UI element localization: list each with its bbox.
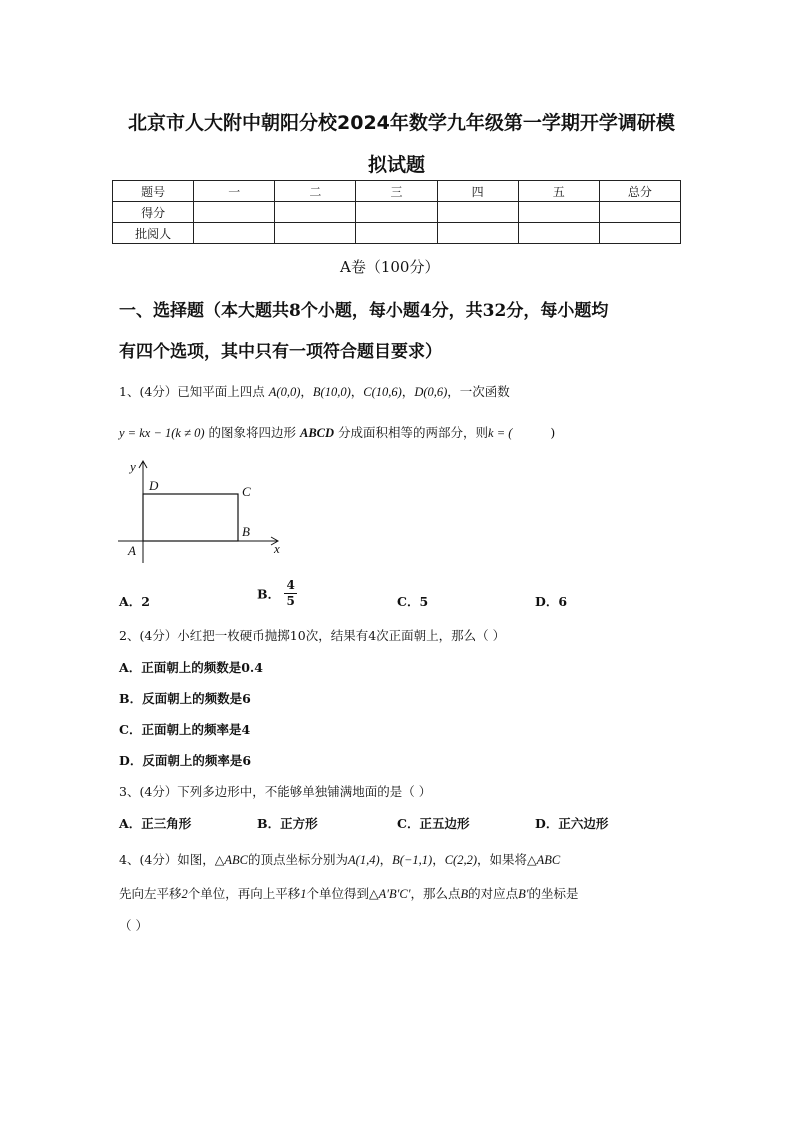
score-input-cell[interactable] xyxy=(194,202,275,223)
grader-input-cell[interactable] xyxy=(356,223,437,244)
grader-input-cell[interactable] xyxy=(437,223,518,244)
grader-input-cell[interactable] xyxy=(194,223,275,244)
q4-line2-c: 个单位得到 xyxy=(306,886,370,901)
q4-num-1: 1 xyxy=(300,887,307,901)
q1-paren-close: ) xyxy=(550,425,556,440)
table-cell: 一 xyxy=(194,181,275,202)
question-4-line2 xyxy=(119,884,579,902)
q1-point-c: C(10,6) xyxy=(363,385,402,399)
question-1-line2 xyxy=(119,423,555,441)
fraction-four-fifths xyxy=(284,578,296,609)
q4-point-b: B(−1,1) xyxy=(392,853,433,867)
question-2-stem: 2、(4分）小红把一枚硬币抛掷10次，结果有4次正面朝上，那么（ ） xyxy=(119,628,506,643)
question-4-line3: （ ） xyxy=(119,918,148,933)
q4-triangle-3: △A′B′C′ xyxy=(369,887,411,901)
table-row xyxy=(113,223,681,244)
table-row xyxy=(113,181,681,202)
table-cell: 三 xyxy=(356,181,437,202)
label-b: B xyxy=(242,524,250,539)
q4-line2-b: 个单位，再向上平移 xyxy=(187,886,301,901)
label-y: y xyxy=(130,459,136,474)
page-title-line2: 拟试题 xyxy=(368,154,426,176)
q4-point-c: C(2,2) xyxy=(444,853,477,867)
question-1-line1: 1、(4分）已知平面上四点 A(0,0)，B(10,0)，C(10,6)，D(0,6)，一次函数 xyxy=(119,384,510,399)
score-input-cell[interactable] xyxy=(437,202,518,223)
fraction-numerator: 4 xyxy=(286,578,295,592)
label-x: x xyxy=(274,541,280,556)
q1-option-d[interactable]: D．6 xyxy=(535,594,568,609)
q2-option-a[interactable]: A．正面朝上的频数是0.4 xyxy=(119,660,263,675)
table-cell: 总分 xyxy=(599,181,680,202)
q1-option-b-label: B． xyxy=(257,586,281,602)
grader-input-cell[interactable] xyxy=(275,223,356,244)
q4-line2-e: 的对应点 xyxy=(468,886,519,901)
q1-line2-mid: 的图象将四边形 xyxy=(208,425,296,440)
label-a: A xyxy=(128,543,136,558)
table-cell: 批阅人 xyxy=(113,223,194,244)
q4-line1-mid: 的顶点坐标分别为 xyxy=(248,852,349,867)
q1-point-a: A(0,0) xyxy=(268,385,301,399)
grader-input-cell[interactable] xyxy=(518,223,599,244)
question-4-line1: 4、(4分）如图，△ABC的顶点坐标分别为A(1,4)，B(−1,1)，C(2,2)，如果将△ABC xyxy=(119,852,561,867)
q1-option-a[interactable]: A．2 xyxy=(119,594,150,609)
q3-option-a[interactable]: A．正三角形 xyxy=(119,816,192,831)
q2-option-c[interactable]: C．正面朝上的频率是4 xyxy=(119,722,251,737)
page-title-line1: 北京市人大附中朝阳分校2024年数学九年级第一学期开学调研模 xyxy=(128,112,675,134)
q4-point-b-prime: B′ xyxy=(518,887,529,901)
volume-label: A卷（100分） xyxy=(340,258,440,276)
question-3-stem: 3、(4分）下列多边形中，不能够单独铺满地面的是（ ） xyxy=(119,784,432,799)
label-d: D xyxy=(149,478,159,493)
q1-figure xyxy=(112,456,292,566)
q4-num-2: 2 xyxy=(181,887,188,901)
q1-k-eq: k = ( xyxy=(488,426,513,440)
q4-line2-f: 的坐标是 xyxy=(528,886,579,901)
q4-line2-a: 先向左平移 xyxy=(119,886,182,901)
q4-line2-d: ，那么点 xyxy=(410,886,461,901)
q1-prefix: 1、(4分）已知平面上四点 xyxy=(119,384,265,399)
q3-option-c[interactable]: C．正五边形 xyxy=(397,816,470,831)
section-heading-line2: 有四个选项，其中只有一项符合题目要求） xyxy=(119,342,442,362)
fraction-denominator: 5 xyxy=(286,594,295,608)
table-cell: 四 xyxy=(437,181,518,202)
table-cell: 二 xyxy=(275,181,356,202)
q4-point-a: A(1,4) xyxy=(348,853,380,867)
q1-shape: ABCD xyxy=(299,426,335,440)
section-heading-line1: 一、选择题（本大题共8个小题，每小题4分，共32分，每小题均 xyxy=(119,301,609,321)
q1-point-d: D(0,6) xyxy=(414,385,448,399)
q1-function: y = kx − 1(k ≠ 0) xyxy=(119,426,205,440)
q4-prefix: 4、(4分）如图， xyxy=(119,852,215,867)
q1-option-c[interactable]: C．5 xyxy=(397,594,429,609)
grader-input-cell[interactable] xyxy=(599,223,680,244)
q1-line2-end: 分成面积相等的两部分，则 xyxy=(338,425,489,440)
q2-option-b[interactable]: B．反面朝上的频数是6 xyxy=(119,691,251,706)
score-table xyxy=(112,180,681,244)
label-c: C xyxy=(242,484,251,499)
rectangle-abcd xyxy=(143,494,238,541)
q2-option-d[interactable]: D．反面朝上的频率是6 xyxy=(119,753,252,768)
score-input-cell[interactable] xyxy=(275,202,356,223)
q3-option-d[interactable]: D．正六边形 xyxy=(535,816,609,831)
q4-point-b-ref: B xyxy=(460,887,469,901)
q4-triangle-2: △ABC xyxy=(527,853,561,867)
table-cell: 题号 xyxy=(113,181,194,202)
q3-option-b[interactable]: B．正方形 xyxy=(257,816,318,831)
score-input-cell[interactable] xyxy=(599,202,680,223)
table-row xyxy=(113,202,681,223)
score-input-cell[interactable] xyxy=(356,202,437,223)
table-cell: 得分 xyxy=(113,202,194,223)
q4-line1-end: ，如果将 xyxy=(477,852,528,867)
q4-triangle: △ABC xyxy=(214,853,249,867)
q1-after-points: ，一次函数 xyxy=(447,384,510,399)
q1-point-b: B(10,0) xyxy=(312,385,351,399)
table-cell: 五 xyxy=(518,181,599,202)
score-input-cell[interactable] xyxy=(518,202,599,223)
q1-option-b[interactable] xyxy=(257,578,297,609)
